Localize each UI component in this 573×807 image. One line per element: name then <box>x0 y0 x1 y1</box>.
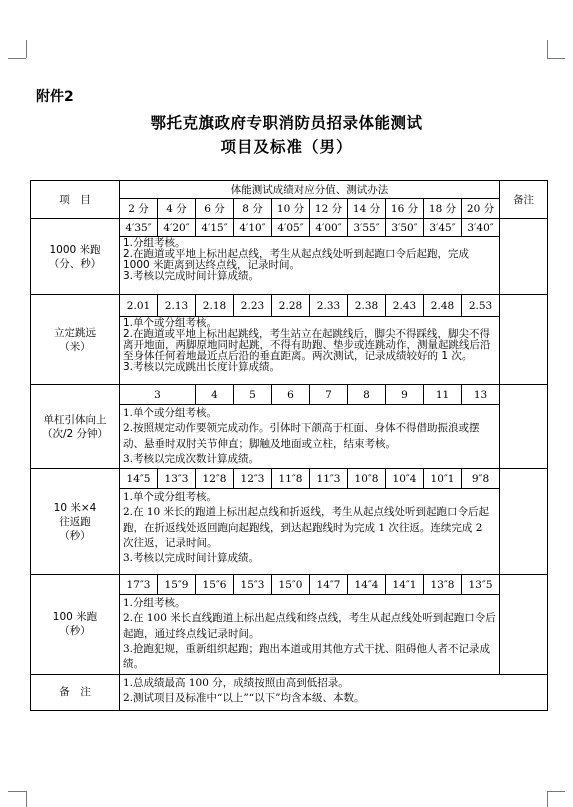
score-header: 2 分 <box>120 199 158 219</box>
crop-mark-br-h <box>547 791 565 792</box>
score-value: 13 <box>462 385 500 405</box>
crop-mark-tl-h <box>8 58 26 59</box>
document-subtitle: 项目及标准（男） <box>220 137 353 156</box>
score-header: 14 分 <box>348 199 386 219</box>
item-name-text: 10 米×4 往返跑 （秒） <box>53 501 97 542</box>
item-name-text: 100 米跑 （秒） <box>52 611 98 638</box>
fitness-standard-table <box>30 180 548 711</box>
score-value: 13″5 <box>462 575 500 595</box>
method-line: 3.考核以完成跳出长度计算成绩。 <box>123 361 281 373</box>
score-value: 11″3 <box>310 469 348 489</box>
note-cell <box>500 385 548 469</box>
score-value: 2.23 <box>234 295 272 317</box>
score-value: 2.18 <box>196 295 234 317</box>
score-value: 2.28 <box>272 295 310 317</box>
item-name-shuttle-run <box>31 469 120 575</box>
footer-line: 1.总成绩最高 100 分，成绩按照由高到低招录。 <box>123 676 349 689</box>
score-value: 5 <box>234 385 272 405</box>
score-value: 15″3 <box>234 575 272 595</box>
score-header: 12 分 <box>310 199 348 219</box>
item-name-1000m <box>31 219 120 295</box>
note-cell <box>500 575 548 674</box>
method-line: 2.在跑道或平地上标出起点线，考生从起点线处听到起跑口令后起跑，完成 1000 米距离到达终点线，记录时间。 <box>123 248 470 271</box>
test-method-pull-up <box>120 405 500 469</box>
score-value: 15″0 <box>272 575 310 595</box>
note-cell <box>500 469 548 575</box>
crop-mark-tr-h <box>547 58 565 59</box>
score-header: 20 分 <box>462 199 500 219</box>
score-header: 18 分 <box>424 199 462 219</box>
score-value: 4′05″ <box>272 219 310 237</box>
method-line: 1.单个或分组考核。 <box>123 491 218 504</box>
score-header: 6 分 <box>196 199 234 219</box>
score-value: 15″6 <box>196 575 234 595</box>
score-value: 10″4 <box>386 469 424 489</box>
footer-line: 2.测试项目及标准中“以上”“以下”均含本级、本数。 <box>123 691 365 704</box>
score-value: 2.53 <box>462 295 500 317</box>
score-value: 4 <box>196 385 234 405</box>
score-value: 15″9 <box>158 575 196 595</box>
attachment-label: 附件2 <box>36 89 74 105</box>
crop-mark-tl-v <box>26 40 27 58</box>
method-line: 3.考核以完成时间计算成绩。 <box>123 270 260 282</box>
score-value: 3′40″ <box>462 219 500 237</box>
score-value: 3′50″ <box>386 219 424 237</box>
score-value: 9″8 <box>462 469 500 489</box>
item-name-text: 单杠引体向上 （次/2 分钟） <box>41 413 109 440</box>
score-value: 14″7 <box>310 575 348 595</box>
crop-mark-bl-v <box>26 791 27 807</box>
item-name-text: 1000 米跑 （分、秒） <box>48 243 102 270</box>
score-value: 7 <box>310 385 348 405</box>
score-value: 4′10″ <box>234 219 272 237</box>
method-line: 3.抢跑犯规，重新组织起跑；跑出本道或用其他方式干扰、阻碍他人者不记录成绩。 <box>123 643 491 671</box>
item-name-long-jump <box>31 295 120 385</box>
score-value: 4′00″ <box>310 219 348 237</box>
score-header: 16 分 <box>386 199 424 219</box>
footer-notes <box>120 674 548 710</box>
score-value: 14″1 <box>386 575 424 595</box>
method-line: 1.单个或分组考核。 <box>123 407 218 419</box>
crop-mark-br-v <box>547 791 548 807</box>
score-value: 2.48 <box>424 295 462 317</box>
score-header: 10 分 <box>272 199 310 219</box>
score-value: 12″3 <box>234 469 272 489</box>
method-line: 2.在 100 米长直线跑道上标出起点线和终点线，考生从起点线处听到起跑口令后起跑，通过终点线记录时间。 <box>123 612 496 640</box>
item-name-text: 立定跳远 （米） <box>54 326 96 353</box>
note-cell <box>500 219 548 295</box>
method-line: 1.分组考核。 <box>123 237 186 249</box>
item-name-100m <box>31 575 120 674</box>
score-value: 13″3 <box>158 469 196 489</box>
method-line: 2.按照规定动作要领完成动作。引体时下颌高于杠面、身体不得借助振浪或摆动、悬垂时双肘关节伸直；脚触及地面或立柱，结束考核。 <box>123 422 480 450</box>
score-value: 2.13 <box>158 295 196 317</box>
score-value: 2.38 <box>348 295 386 317</box>
score-header: 4 分 <box>158 199 196 219</box>
test-method-1000m <box>120 237 500 295</box>
score-value: 14″5 <box>120 469 158 489</box>
score-header: 8 分 <box>234 199 272 219</box>
note-cell <box>500 295 548 385</box>
score-value: 11 <box>424 385 462 405</box>
score-value: 4′15″ <box>196 219 234 237</box>
score-value: 2.33 <box>310 295 348 317</box>
score-value: 2.43 <box>386 295 424 317</box>
score-value: 4′35″ <box>120 219 158 237</box>
score-value: 12″8 <box>196 469 234 489</box>
score-value: 2.01 <box>120 295 158 317</box>
method-line: 1.分组考核。 <box>123 597 186 610</box>
document-title: 鄂托克旗政府专职消防员招录体能测试 <box>150 113 423 132</box>
score-value: 3′55″ <box>348 219 386 237</box>
score-value: 10″8 <box>348 469 386 489</box>
crop-mark-tr-v <box>547 40 548 58</box>
test-method-shuttle-run <box>120 489 500 575</box>
score-value: 14″4 <box>348 575 386 595</box>
header-group: 体能测试成绩对应分值、测试办法 <box>120 181 500 199</box>
test-method-100m <box>120 595 500 674</box>
score-value: 3 <box>120 385 196 405</box>
method-line: 3.考核以完成次数计算成绩。 <box>123 452 260 465</box>
header-note: 备注 <box>500 181 548 219</box>
crop-mark-bl-h <box>8 791 26 792</box>
item-name-pull-up <box>31 385 120 469</box>
method-line: 3.考核以完成时间计算成绩。 <box>123 552 260 565</box>
score-value: 13″8 <box>424 575 462 595</box>
method-line: 2.在跑道或平地上标出起跳线，考生站立在起跳线后，脚尖不得踩线，脚尖不得离开地面，两脚原地同时起跳，不得有助跑、垫步或连跳动作，测量起跳线后沿至身体任何着地最近点后沿的垂直距离。两次测试，记录成绩较好的 1 次。 <box>123 328 491 362</box>
score-value: 6 <box>272 385 310 405</box>
score-value: 4′20″ <box>158 219 196 237</box>
score-value: 9 <box>386 385 424 405</box>
score-value: 3′45″ <box>424 219 462 237</box>
test-method-long-jump <box>120 317 500 385</box>
header-item: 项 目 <box>31 181 120 219</box>
score-value: 11″8 <box>272 469 310 489</box>
method-line: 2.在 10 米长的跑道上标出起点线和折返线，考生从起点线处听到起跑口令后起跑，在折返线处返回跑向起跑线，到达起跑线时为完成 1 次往返。连续完成 2 次往返，记录时间。 <box>123 506 490 550</box>
score-value: 10″1 <box>424 469 462 489</box>
footer-label: 备 注 <box>31 674 120 710</box>
method-line: 1.单个或分组考核。 <box>123 317 218 329</box>
score-value: 17″3 <box>120 575 158 595</box>
score-value: 8 <box>348 385 386 405</box>
